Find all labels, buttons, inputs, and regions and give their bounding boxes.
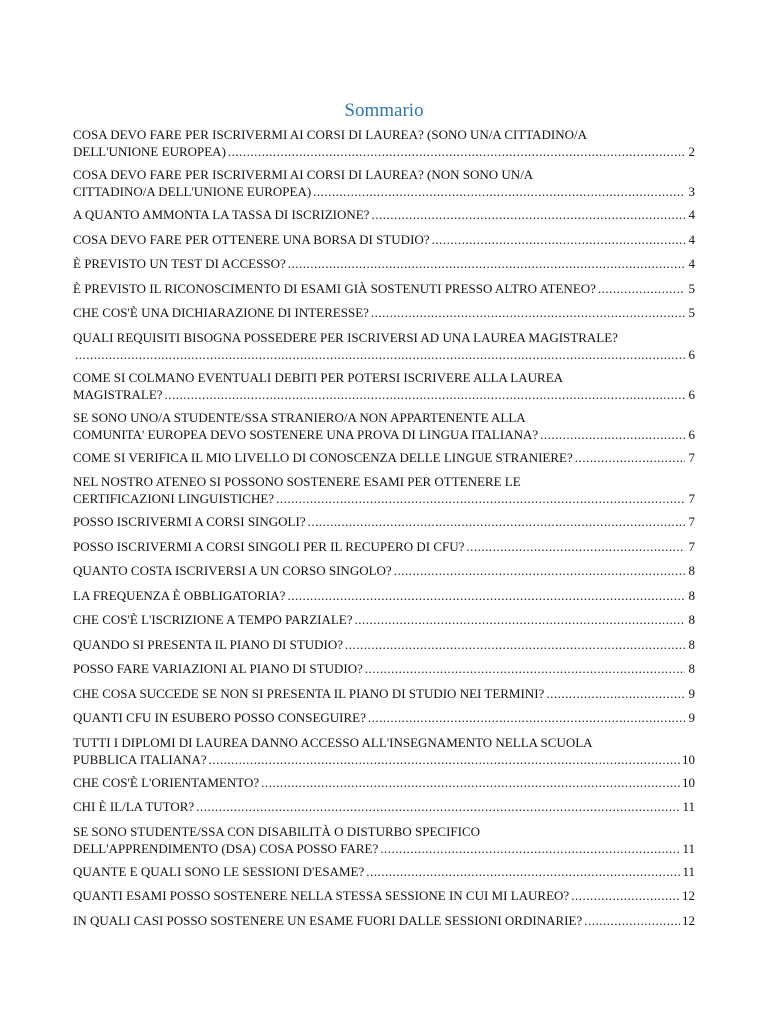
dot-leader	[287, 587, 685, 604]
toc-entry-text: CHE COS'È UNA DICHIARAZIONE DI INTERESSE?	[73, 305, 369, 320]
dot-leader	[365, 660, 685, 677]
dot-leader	[368, 709, 685, 726]
toc-entry[interactable]	[73, 473, 695, 507]
toc-entry-text: CITTADINO/A DELL'UNIONE EUROPEA)	[73, 184, 312, 199]
toc-entry[interactable]	[73, 734, 695, 768]
toc-entry[interactable]	[73, 823, 695, 857]
toc-entry[interactable]	[73, 887, 695, 904]
toc-page-number: 4	[688, 231, 695, 247]
dot-leader	[288, 255, 685, 272]
toc-page-number: 4	[688, 256, 695, 271]
toc-page-number: 12	[682, 912, 695, 928]
toc-entry[interactable]	[73, 329, 695, 363]
toc-page-number: 2	[688, 144, 695, 159]
toc-entry[interactable]	[73, 126, 695, 160]
toc-entry-text: POSSO FARE VARIAZIONI AL PIANO DI STUDIO?	[73, 661, 363, 676]
dot-leader	[75, 346, 685, 363]
toc-entry-text: POSSO ISCRIVERMI A CORSI SINGOLI PER IL RECUPERO DI CFU?	[73, 538, 465, 554]
toc-entry-text: IN QUALI CASI POSSO SOSTENERE UN ESAME FUORI DALLE SESSIONI ORDINARIE?	[73, 912, 583, 928]
toc-entry-text: DELL'UNIONE EUROPEA)	[73, 144, 226, 159]
toc-page-number: 6	[688, 426, 695, 442]
toc-entry-text: COME SI VERIFICA IL MIO LIVELLO DI CONOSCENZA DELLE LINGUE STRANIERE?	[73, 449, 573, 465]
toc-page-number: 12	[682, 888, 695, 903]
dot-leader	[571, 887, 680, 904]
dot-leader	[432, 231, 685, 248]
toc-entry-text: PUBBLICA ITALIANA?	[73, 751, 207, 767]
toc-page-number: 7	[688, 538, 695, 554]
dot-leader	[371, 304, 685, 321]
toc-entry-text: QUANTI ESAMI POSSO SOSTENERE NELLA STESSA SESSIONE IN CUI MI LAUREO?	[73, 888, 570, 903]
dot-leader	[380, 840, 680, 857]
toc-entry[interactable]	[73, 709, 695, 726]
toc-entry-text: COME SI COLMANO EVENTUALI DEBITI PER POTERSI ISCRIVERE ALLA LAUREA	[73, 369, 564, 385]
toc-entry[interactable]	[73, 280, 695, 297]
toc-page-number: 10	[682, 751, 695, 767]
toc-entry-text: CHE COSA SUCCEDE SE NON SI PRESENTA IL PIANO DI STUDIO NEI TERMINI?	[73, 685, 545, 701]
toc-entry[interactable]	[73, 660, 695, 677]
toc-entry[interactable]	[73, 587, 695, 604]
toc-page-number: 5	[688, 305, 695, 320]
toc-entry-text: È PREVISTO UN TEST DI ACCESSO?	[73, 256, 286, 271]
toc-entry[interactable]	[73, 369, 695, 403]
dot-leader	[228, 143, 685, 160]
toc-entry-text: CHE COS'È L'ISCRIZIONE A TEMPO PARZIALE?	[73, 612, 353, 627]
toc-page-number: 8	[688, 612, 695, 627]
toc-entry-text: QUANTI CFU IN ESUBERO POSSO CONSEGUIRE?	[73, 710, 366, 725]
toc-page-number: 5	[688, 280, 695, 296]
toc-entry-text: QUANDO SI PRESENTA IL PIANO DI STUDIO?	[73, 636, 344, 652]
toc-entry-text: NEL NOSTRO ATENEO SI POSSONO SOSTENERE ESAMI PER OTTENERE LE	[73, 474, 521, 489]
toc-entry[interactable]	[73, 685, 695, 702]
toc-page-number: 6	[688, 346, 695, 362]
toc-entry[interactable]	[73, 409, 695, 443]
dot-leader	[261, 774, 680, 791]
toc-entry[interactable]	[73, 231, 695, 248]
toc-page-number: 4	[688, 207, 695, 222]
toc-entry[interactable]	[73, 449, 695, 466]
toc-entry-text: SE SONO STUDENTE/SSA CON DISABILITÀ O DISTURBO SPECIFICO	[73, 823, 481, 839]
toc-page-number: 6	[688, 386, 695, 402]
toc-entry-text: A QUANTO AMMONTA LA TASSA DI ISCRIZIONE?	[73, 207, 370, 222]
toc-entry-text: QUALI REQUISITI BISOGNA POSSEDERE PER ISCRIVERSI AD UNA LAUREA MAGISTRALE?	[73, 329, 618, 345]
toc-entry[interactable]	[73, 304, 695, 321]
toc-page-number: 11	[682, 840, 695, 856]
toc-entry-text: COMUNITA' EUROPEA DEVO SOSTENERE UNA PROVA DI LINGUA ITALIANA?	[73, 426, 539, 442]
dot-leader	[584, 912, 680, 929]
toc-page-number: 8	[688, 636, 695, 652]
toc-entry-text: POSSO ISCRIVERMI A CORSI SINGOLI?	[73, 514, 306, 529]
toc-entry-text: SE SONO UNO/A STUDENTE/SSA STRANIERO/A NON APPARTENENTE ALLA	[73, 409, 526, 425]
toc-entry-text: È PREVISTO IL RICONOSCIMENTO DI ESAMI GIÀ SOSTENUTI PRESSO ALTRO ATENEO?	[73, 280, 596, 296]
toc-page-number: 3	[688, 184, 695, 199]
toc-entry-text: DELL'APPRENDIMENTO (DSA) COSA POSSO FARE?	[73, 840, 379, 856]
toc-page-number: 10	[682, 774, 695, 790]
toc-entry[interactable]	[73, 562, 695, 579]
toc-entry-text: CERTIFICAZIONI LINGUISTICHE?	[73, 491, 275, 506]
toc-page-number: 8	[688, 587, 695, 603]
dot-leader	[575, 449, 685, 466]
toc-entry[interactable]	[73, 513, 695, 530]
toc-page-number: 7	[688, 449, 695, 465]
dot-leader	[313, 183, 685, 200]
toc-page-number: 8	[688, 661, 695, 676]
toc-entry[interactable]	[73, 538, 695, 555]
dot-leader	[209, 751, 680, 768]
toc-entry[interactable]	[73, 611, 695, 628]
toc-page-number: 9	[688, 710, 695, 725]
toc-entry[interactable]	[73, 206, 695, 223]
toc-entry[interactable]	[73, 912, 695, 929]
toc-entry-text: COSA DEVO FARE PER OTTENERE UNA BORSA DI STUDIO?	[73, 231, 430, 247]
dot-leader	[394, 562, 685, 579]
toc-entry-text: COSA DEVO FARE PER ISCRIVERMI AI CORSI DI LAUREA? (NON SONO UN/A	[73, 167, 534, 182]
toc-title: Sommario	[344, 100, 424, 121]
toc-page-number: 7	[688, 491, 695, 506]
dot-leader	[540, 426, 685, 443]
dot-leader	[466, 538, 685, 555]
dot-leader	[345, 636, 685, 653]
toc-entry[interactable]	[73, 166, 695, 200]
toc-entry-text: COSA DEVO FARE PER ISCRIVERMI AI CORSI DI LAUREA? (SONO UN/A CITTADINO/A	[73, 127, 588, 142]
toc-entry-text: CHE COS'È L'ORIENTAMENTO?	[73, 774, 260, 790]
toc-page-number: 8	[688, 563, 695, 578]
toc-entry-text: TUTTI I DIPLOMI DI LAUREA DANNO ACCESSO ALL'INSEGNAMENTO NELLA SCUOLA	[73, 734, 593, 750]
dot-leader	[366, 863, 680, 880]
dot-leader	[308, 513, 685, 530]
dot-leader	[165, 386, 685, 403]
toc-entry-text: CHI È IL/LA TUTOR?	[73, 799, 195, 814]
toc-entry-text: QUANTO COSTA ISCRIVERSI A UN CORSO SINGOLO?	[73, 563, 392, 578]
toc-entry[interactable]	[73, 255, 695, 272]
toc-entry-text: LA FREQUENZA È OBBLIGATORIA?	[73, 587, 286, 603]
toc-entry-text: MAGISTRALE?	[73, 386, 163, 402]
toc-entry[interactable]	[73, 636, 695, 653]
dot-leader	[598, 280, 685, 297]
toc-entry[interactable]	[73, 863, 695, 880]
toc-entry-text: QUANTE E QUALI SONO LE SESSIONI D'ESAME?	[73, 863, 365, 879]
dot-leader	[276, 490, 685, 507]
toc-page-number: 7	[688, 514, 695, 529]
dot-leader	[355, 611, 685, 628]
toc-entry[interactable]	[73, 798, 695, 815]
table-of-contents	[73, 126, 695, 936]
toc-page-number: 11	[682, 863, 695, 879]
toc-page-number: 11	[682, 799, 695, 814]
toc-entry[interactable]	[73, 774, 695, 791]
dot-leader	[371, 206, 685, 223]
toc-page-number: 9	[688, 685, 695, 701]
dot-leader	[546, 685, 685, 702]
dot-leader	[196, 798, 680, 815]
